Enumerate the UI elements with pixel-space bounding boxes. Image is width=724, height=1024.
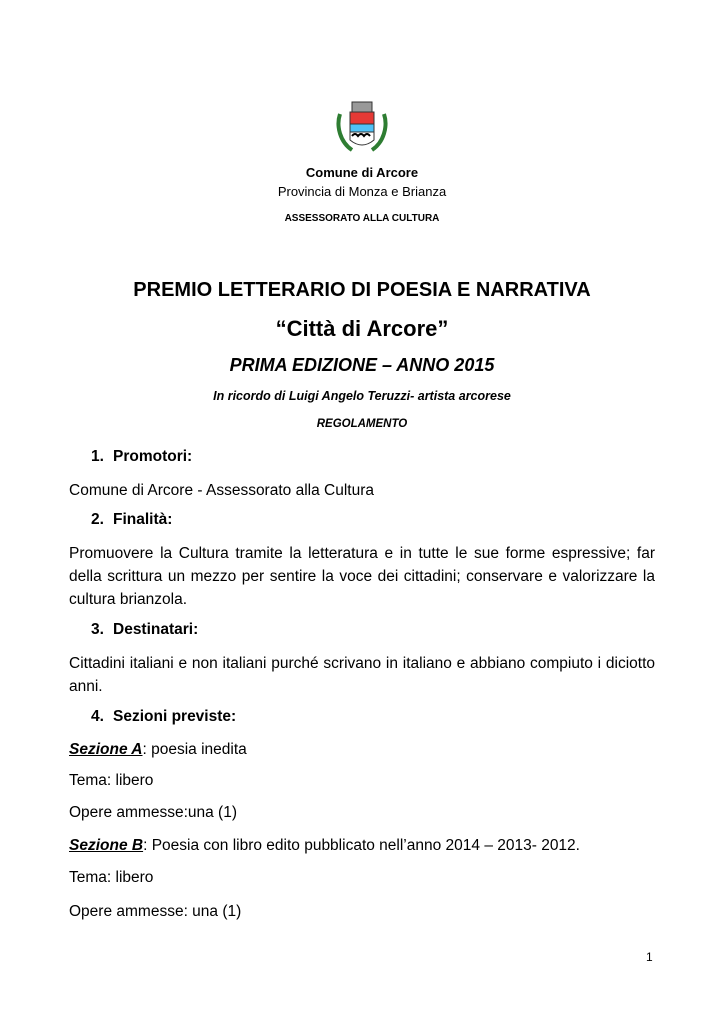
- section-text-finalita: Promuovere la Cultura tramite la letteratura e in tutte le sue forme espressive; far della scrittura un mezzo per sentire la voce dei cittadini; conservare e valorizzare la cultura brianzola.: [69, 545, 655, 608]
- page-number: 1: [646, 950, 653, 964]
- section-heading-sezioni: 4. Sezioni previste:: [91, 708, 237, 725]
- section-heading-finalita: 2. Finalità:: [91, 511, 173, 528]
- province-name: Provincia di Monza e Brianza: [277, 184, 447, 199]
- section-text-promotori: Comune di Arcore - Assessorato alla Cultura: [69, 482, 374, 499]
- sezione-b-opere: Opere ammesse: una (1): [69, 903, 242, 920]
- sezione-b-tema: Tema: libero: [69, 869, 154, 886]
- dedication: In ricordo di Luigi Angelo Teruzzi- artista arcorese: [213, 389, 511, 403]
- sezione-a-opere: Opere ammesse:una (1): [69, 804, 237, 821]
- section-heading-promotori: 1. Promotori:: [91, 448, 193, 465]
- sezione-a: Sezione A: poesia inedita: [69, 741, 247, 758]
- section-text-destinatari: Cittadini italiani e non italiani purché scrivano in italiano e abbiano compiuto i diciotto anni.: [69, 655, 655, 695]
- municipality-name: Comune di Arcore: [305, 165, 419, 180]
- sezione-b: Sezione B: Poesia con libro edito pubblicato nell’anno 2014 – 2013- 2012.: [69, 837, 580, 854]
- section-heading-destinatari: 3. Destinatari:: [91, 621, 199, 638]
- document-title: PREMIO LETTERARIO DI POESIA E NARRATIVA: [133, 279, 591, 301]
- department-name: ASSESSORATO ALLA CULTURA: [284, 213, 440, 224]
- sezione-a-tema: Tema: libero: [69, 772, 154, 789]
- document-subtitle: “Città di Arcore”: [275, 316, 449, 341]
- coat-of-arms-logo: [334, 100, 390, 154]
- edition: PRIMA EDIZIONE – ANNO 2015: [229, 355, 495, 375]
- regolamento-heading: REGOLAMENTO: [316, 418, 408, 430]
